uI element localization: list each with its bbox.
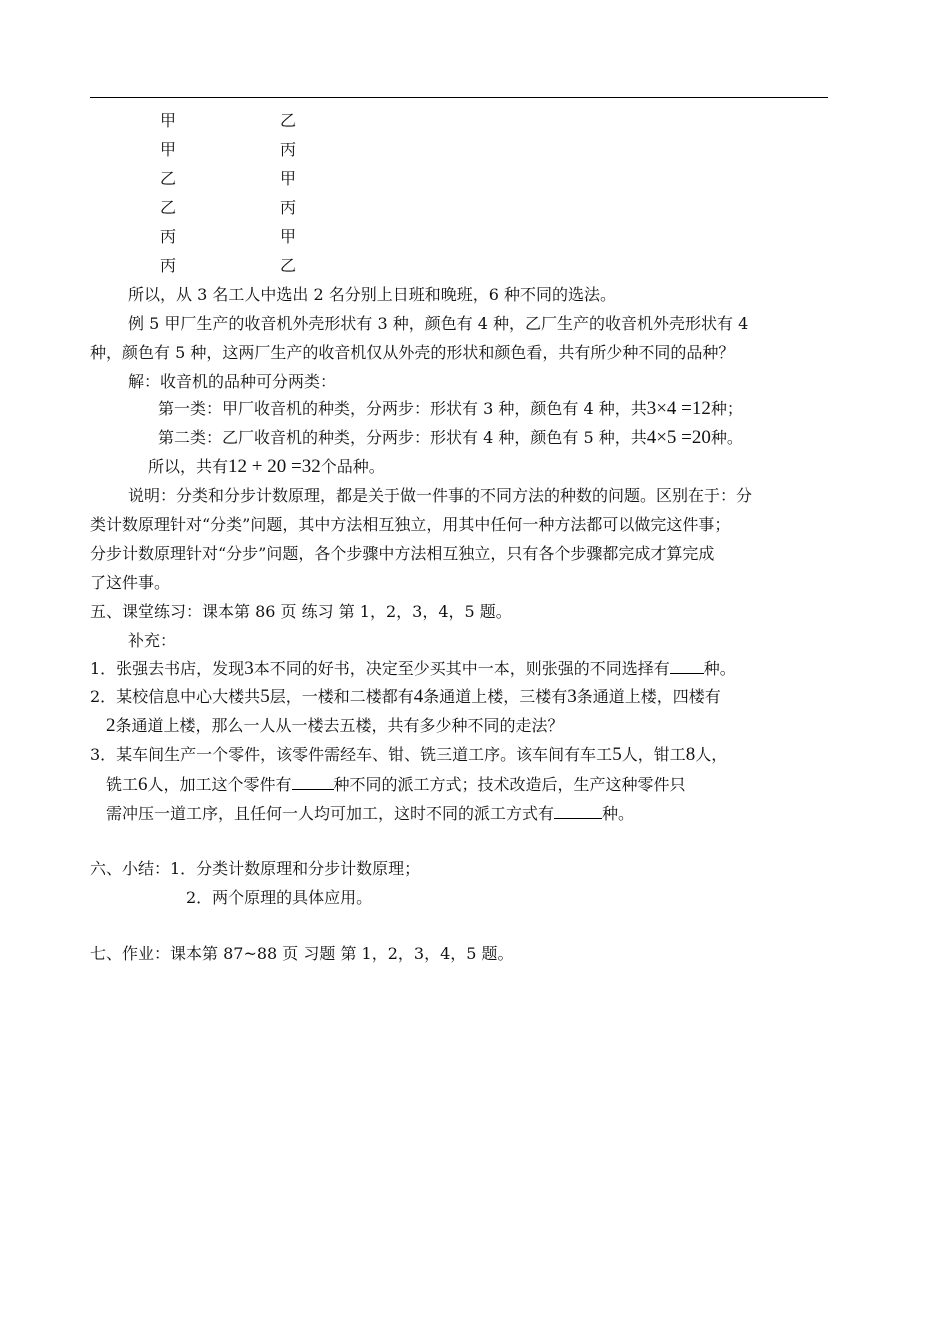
pair-b: 丙 <box>280 140 297 159</box>
q3-text: 铣工 <box>106 775 139 794</box>
total-end: 个品种。 <box>320 457 385 476</box>
q2-text: 2．某校信息中心大楼共 <box>90 687 261 706</box>
q1-text: 1．张强去书店，发现 <box>90 659 245 678</box>
class2-end: 种。 <box>710 428 743 447</box>
q2-number: 3 <box>567 686 577 707</box>
section7-heading: 七、作业：课本第 87~88 页 习题 第 1，2，3，4，5 题。 <box>90 944 514 963</box>
q3-text: 人， <box>695 745 728 764</box>
answer-blank[interactable] <box>554 802 602 819</box>
question-1 <box>90 657 736 680</box>
note-line: 类计数原理针对“分类”问题，其中方法相互独立，用其中任何一种方法都可以做完这件事； <box>90 515 731 534</box>
example5-line1: 例 5 甲厂生产的收音机外壳形状有 3 种，颜色有 4 种，乙厂生产的收音机外壳形状有 4 <box>128 314 749 333</box>
class1-end: 种； <box>710 399 743 418</box>
note-line: 分步计数原理针对“分步”问题，各个步骤中方法相互独立，只有各个步骤都完成才算完成 <box>90 544 715 563</box>
question-2 <box>90 686 721 708</box>
q3-text: 3．某车间生产一个零件，该零件需经车、钳、铣三道工序。该车间有车工 <box>90 745 613 764</box>
q1-text: 种。 <box>703 659 736 678</box>
q3-number: 5 <box>612 744 622 765</box>
section5-heading: 五、课堂练习：课本第 86 页 练习 第 1，2，3，4，5 题。 <box>90 602 512 621</box>
pair-a: 乙 <box>160 198 177 217</box>
header-rule <box>90 97 828 98</box>
pair-b: 乙 <box>280 111 297 130</box>
q3-text: 种不同的派工方式；技术改造后，生产这种零件只 <box>333 775 686 794</box>
pair-b: 甲 <box>280 169 297 188</box>
q3-text: 人，钳工 <box>621 745 686 764</box>
q1-text: 本不同的好书，决定至少买其中一本，则张强的不同选择有 <box>253 659 670 678</box>
pair-a: 乙 <box>160 169 177 188</box>
answer-blank[interactable] <box>670 657 704 674</box>
pair-a: 甲 <box>160 140 177 159</box>
class1-text: 第一类：甲厂收音机的种类，分两步：形状有 3 种，颜色有 4 种，共 <box>158 399 647 418</box>
q2-text: 条通道上楼，四楼有 <box>576 687 721 706</box>
q2-number: 2 <box>106 715 116 736</box>
question-2-cont <box>106 715 564 737</box>
pair-b: 乙 <box>280 256 297 275</box>
question-3 <box>90 744 727 766</box>
class1-line <box>158 398 743 420</box>
note-line: 了这件事。 <box>90 573 171 592</box>
class2-text: 第二类：乙厂收音机的种类，分两步：形状有 4 种，颜色有 5 种，共 <box>158 428 647 447</box>
q2-number: 4 <box>413 686 424 707</box>
q2-number: 5 <box>260 686 270 707</box>
q3-text: 人，加工这个零件有 <box>147 775 292 794</box>
q3-number: 6 <box>138 774 148 795</box>
solution-intro: 解：收音机的品种可分两类： <box>128 372 337 391</box>
class2-math: 4×5 =20 <box>646 427 711 448</box>
pair-a: 丙 <box>160 227 177 246</box>
pair-a: 丙 <box>160 256 177 275</box>
q3-text: 需冲压一道工序，且任何一人均可加工，这时不同的派工方式有 <box>106 804 555 823</box>
q3-text: 种。 <box>602 804 635 823</box>
q2-text: 条通道上楼，三楼有 <box>423 687 568 706</box>
q3-number: 8 <box>685 744 696 765</box>
question-3-cont <box>106 773 686 796</box>
class2-line <box>158 427 743 449</box>
total-line <box>148 456 385 478</box>
class1-math: 3×4 =12 <box>646 398 711 419</box>
answer-blank[interactable] <box>292 773 334 790</box>
pair-b: 丙 <box>280 198 297 217</box>
example5-line2: 种，颜色有 5 种，这两厂生产的收音机仅从外壳的形状和颜色看，共有所少种不同的品种？ <box>90 343 735 362</box>
q2-text: 条通道上楼，那么一人从一楼去五楼，共有多少种不同的走法？ <box>115 716 564 735</box>
note-line: 说明：分类和分步计数原理，都是关于做一件事的不同方法的种数的问题。区别在于：分 <box>128 486 753 505</box>
question-3-cont2 <box>106 802 634 825</box>
supplement-label: 补充： <box>128 631 177 650</box>
section6-heading: 六、小结：1．分类计数原理和分步计数原理； <box>90 859 421 878</box>
pair-a: 甲 <box>160 111 177 130</box>
q1-number: 3 <box>244 658 254 679</box>
pair-b: 甲 <box>280 227 297 246</box>
total-text: 所以，共有 <box>148 457 229 476</box>
q2-text: 层，一楼和二楼都有 <box>269 687 414 706</box>
section6-item: 2．两个原理的具体应用。 <box>186 888 373 907</box>
conclusion-text: 所以，从 3 名工人中选出 2 名分别上日班和晚班，6 种不同的选法。 <box>128 285 616 304</box>
total-math: 12 + 20 =32 <box>228 456 321 477</box>
